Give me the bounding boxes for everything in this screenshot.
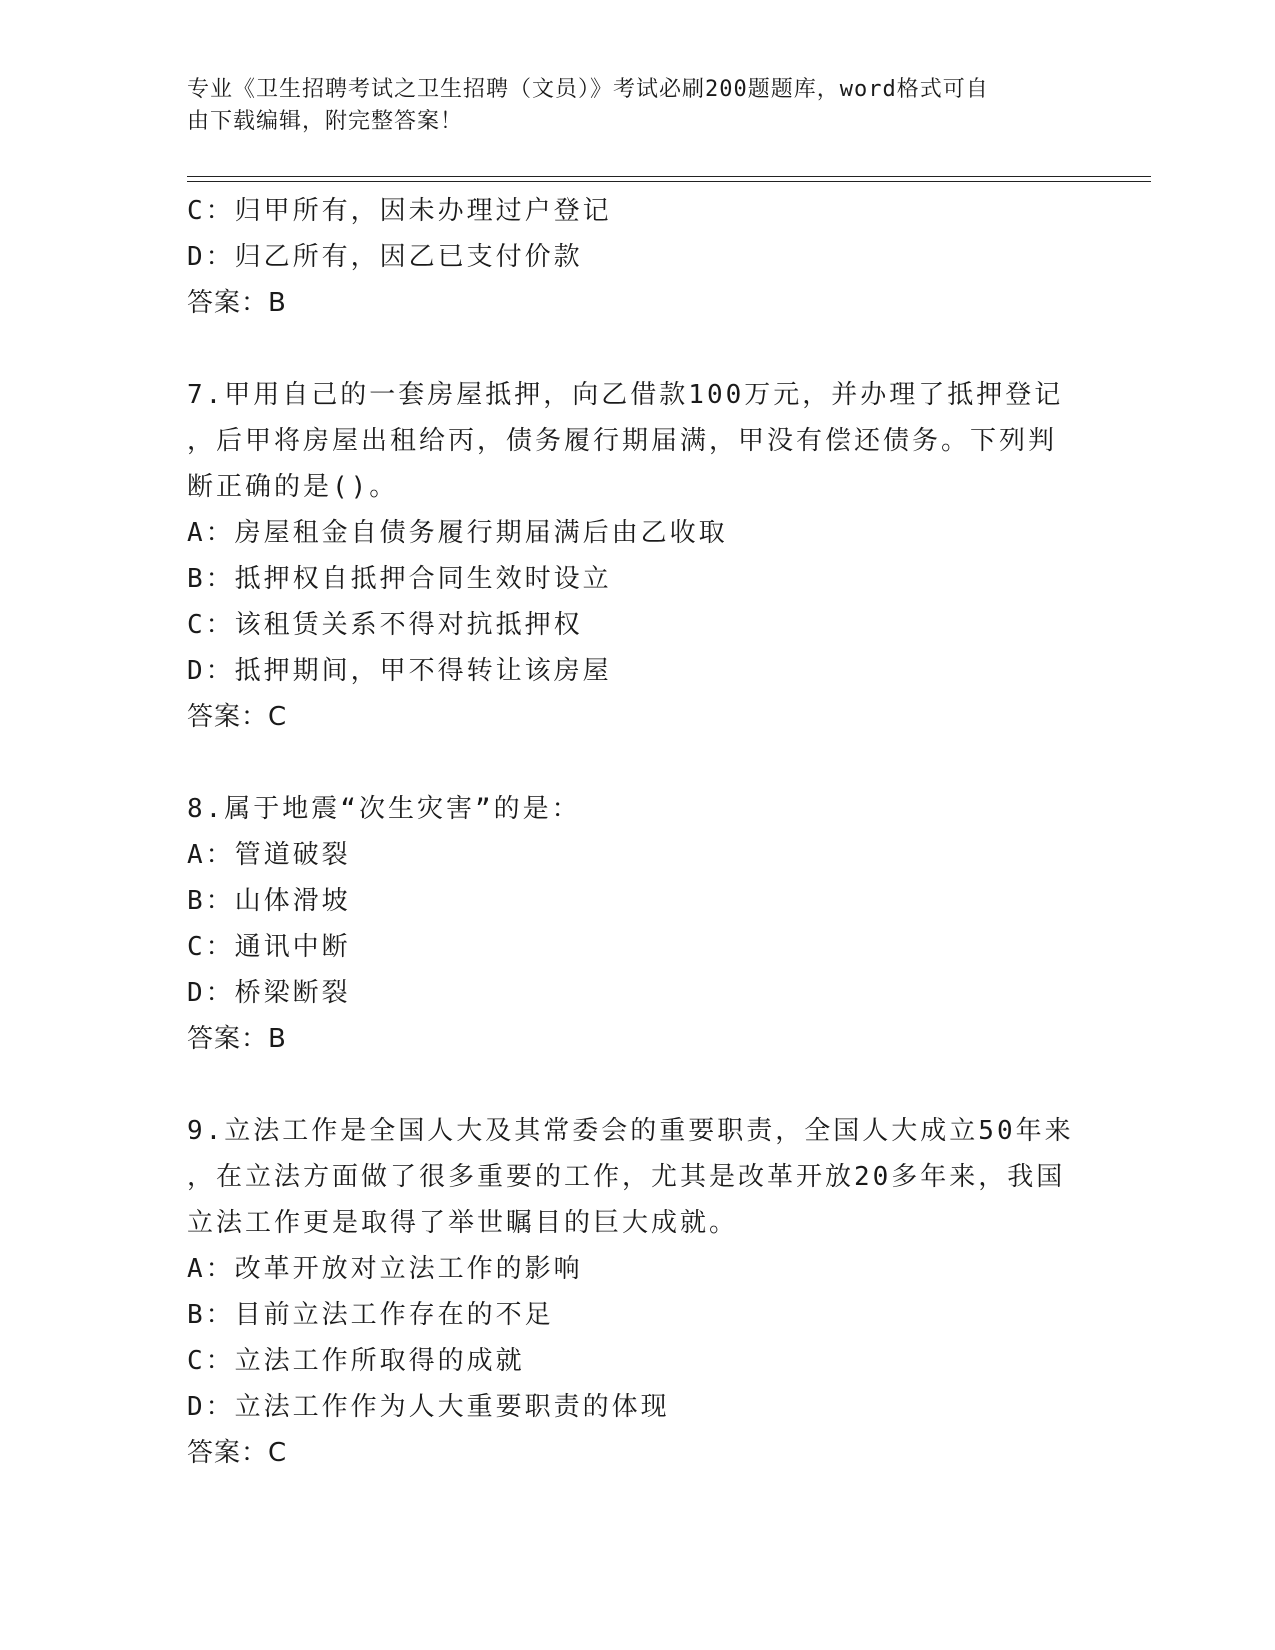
q7-option-d: D：抵押期间，甲不得转让该房屋 [187, 656, 612, 686]
q9-stem-line-1: 9.立法工作是全国人大及其常委会的重要职责，全国人大成立50年来 [187, 1116, 1074, 1146]
q7-stem-line-3: 断正确的是()。 [187, 472, 399, 502]
q9-option-d: D：立法工作作为人大重要职责的体现 [187, 1392, 670, 1422]
q9-stem-line-3: 立法工作更是取得了举世瞩目的巨大成就。 [187, 1208, 739, 1238]
q7-option-c: C：该租赁关系不得对抗抵押权 [187, 610, 583, 640]
question-7 [187, 372, 1087, 740]
header-divider-top [187, 176, 1151, 177]
q6-option-c: C：归甲所有，因未办理过户登记 [187, 196, 612, 226]
q8-option-a: A：管道破裂 [187, 840, 351, 870]
spacer [187, 326, 1087, 372]
q8-option-c: C：通讯中断 [187, 932, 351, 962]
question-6-tail [187, 188, 1087, 326]
q7-stem-line-2: ，后甲将房屋出租给丙，债务履行期届满，甲没有偿还债务。下列判 [187, 426, 1058, 456]
spacer [187, 1062, 1087, 1108]
q9-option-b: B：目前立法工作存在的不足 [187, 1300, 554, 1330]
q6-answer: 答案：B [187, 288, 287, 318]
question-list [187, 188, 1087, 1476]
q7-option-a: A：房屋租金自债务履行期届满后由乙收取 [187, 518, 728, 548]
q7-answer: 答案：C [187, 702, 288, 732]
header-line-1: 专业《卫生招聘考试之卫生招聘（文员）》考试必刷200题题库，word格式可自 [187, 77, 989, 102]
q9-answer: 答案：C [187, 1438, 288, 1468]
question-8 [187, 786, 1087, 1062]
spacer [187, 740, 1087, 786]
q9-stem-line-2: ，在立法方面做了很多重要的工作，尤其是改革开放20多年来，我国 [187, 1162, 1066, 1192]
q6-option-d: D：归乙所有，因乙已支付价款 [187, 242, 583, 272]
q8-option-b: B：山体滑坡 [187, 886, 351, 916]
q8-stem-line-1: 8.属于地震“次生灾害”的是： [187, 794, 581, 824]
document-header [187, 74, 1087, 138]
header-line-2: 由下载编辑，附完整答案！ [187, 109, 464, 134]
question-9 [187, 1108, 1087, 1476]
q8-answer: 答案：B [187, 1024, 287, 1054]
header-divider-bottom [187, 181, 1151, 182]
q8-option-d: D：桥梁断裂 [187, 978, 351, 1008]
q9-option-a: A：改革开放对立法工作的影响 [187, 1254, 583, 1284]
q9-option-c: C：立法工作所取得的成就 [187, 1346, 525, 1376]
q7-stem-line-1: 7.甲用自己的一套房屋抵押，向乙借款100万元，并办理了抵押登记 [187, 380, 1064, 410]
q7-option-b: B：抵押权自抵押合同生效时设立 [187, 564, 612, 594]
